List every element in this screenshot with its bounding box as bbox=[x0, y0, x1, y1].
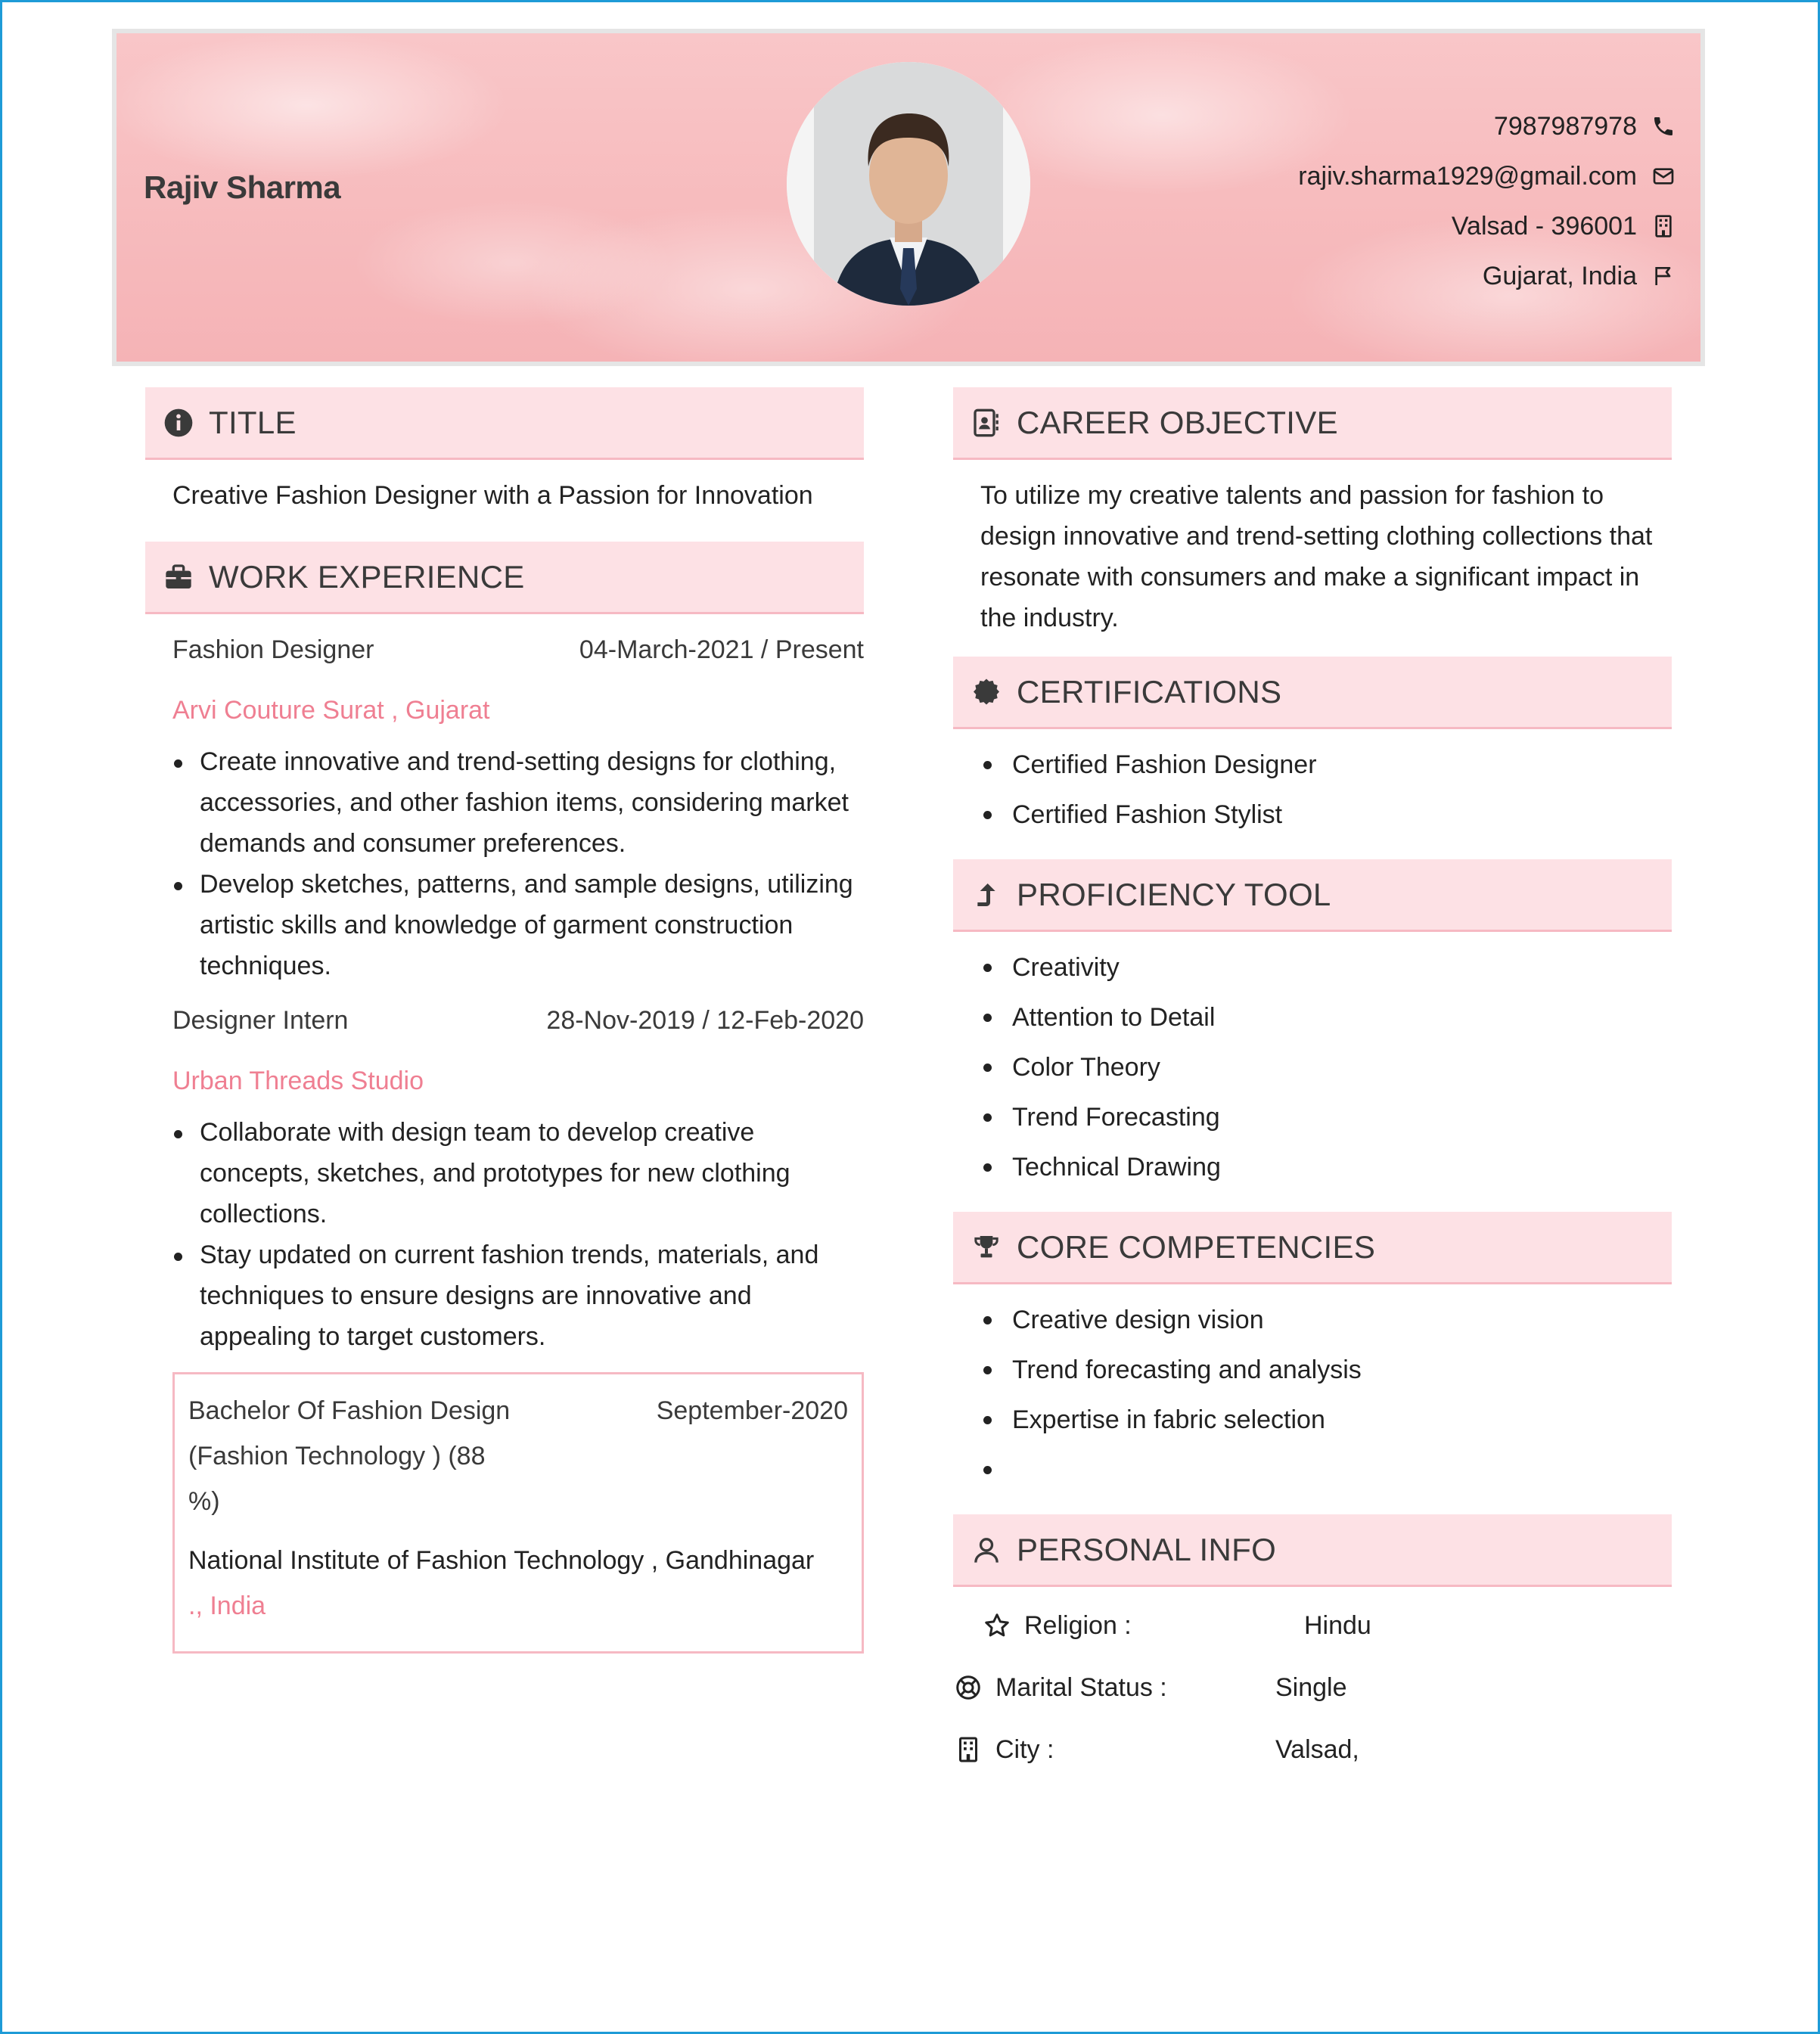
trophy-icon bbox=[970, 1231, 1003, 1264]
education-location: ., India bbox=[188, 1591, 266, 1620]
job-dates: 28-Nov-2019 / 12-Feb-2020 bbox=[546, 1005, 864, 1035]
objective-text: To utilize my creative talents and passion for fashion to design innovative and trend-setting clothing collections that resonate with consumers and make a significant impact in the industry. bbox=[980, 481, 1653, 632]
education-institute: National Institute of Fashion Technology , Gandhinagar bbox=[188, 1546, 815, 1575]
education-header bbox=[188, 1388, 848, 1524]
personal-value: Valsad, bbox=[1275, 1734, 1359, 1764]
list-item: Trend forecasting and analysis bbox=[980, 1345, 1672, 1395]
certifications-list bbox=[953, 740, 1672, 840]
contact-phone bbox=[1298, 101, 1678, 151]
profile-photo bbox=[787, 62, 1030, 306]
section-objective-label: CAREER OBJECTIVE bbox=[1017, 404, 1338, 440]
right-column bbox=[953, 387, 1672, 1781]
personal-row-city bbox=[953, 1719, 1672, 1781]
job-dates: 04-March-2021 / Present bbox=[579, 635, 864, 664]
building-icon bbox=[1649, 212, 1678, 241]
competencies-list bbox=[953, 1295, 1672, 1495]
building-icon bbox=[953, 1734, 983, 1765]
contact-region bbox=[1298, 251, 1678, 301]
contact-list bbox=[1298, 101, 1678, 301]
user-icon bbox=[970, 1533, 1003, 1567]
list-item: Develop sketches, patterns, and sample designs, utilizing artistic skills and knowledge of garment construction techniques. bbox=[172, 864, 864, 986]
job-bullets bbox=[145, 741, 864, 986]
job-role: Fashion Designer bbox=[172, 635, 374, 664]
lifebuoy-icon bbox=[953, 1672, 983, 1703]
list-item: Creative design vision bbox=[980, 1295, 1672, 1345]
list-item: Expertise in fabric selection bbox=[980, 1395, 1672, 1445]
list-item: Color Theory bbox=[980, 1042, 1672, 1092]
contact-card-icon bbox=[970, 406, 1003, 439]
section-title-header bbox=[145, 387, 864, 460]
info-circle-icon bbox=[162, 406, 195, 439]
list-item bbox=[980, 1445, 1672, 1495]
personal-label: City : bbox=[995, 1734, 1054, 1764]
job-entry bbox=[145, 1000, 864, 1357]
personal-info-list bbox=[953, 1595, 1672, 1781]
address-text: Valsad - 396001 bbox=[1451, 211, 1637, 241]
personal-row-religion bbox=[953, 1595, 1672, 1657]
section-proficiency-label: PROFICIENCY TOOL bbox=[1017, 876, 1331, 912]
personal-value: Single bbox=[1275, 1672, 1347, 1702]
certificate-badge-icon bbox=[970, 675, 1003, 709]
phone-text[interactable]: 7987987978 bbox=[1493, 111, 1637, 141]
section-personal-label: PERSONAL INFO bbox=[1017, 1531, 1277, 1567]
section-title-label: TITLE bbox=[209, 404, 297, 440]
phone-icon bbox=[1649, 112, 1678, 141]
job-company: Urban Threads Studio bbox=[172, 1066, 424, 1095]
resume-header bbox=[112, 29, 1705, 366]
briefcase-icon bbox=[162, 561, 195, 594]
section-work-header bbox=[145, 542, 864, 614]
job-header bbox=[145, 1000, 864, 1041]
section-competencies-header bbox=[953, 1212, 1672, 1284]
email-text[interactable]: rajiv.sharma1929@gmail.com bbox=[1298, 161, 1637, 191]
education-degree: Bachelor Of Fashion Design (Fashion Technology ) (88 %) bbox=[188, 1396, 511, 1516]
education-date: September-2020 bbox=[656, 1396, 848, 1425]
personal-label: Religion : bbox=[1024, 1610, 1132, 1640]
section-objective-header bbox=[953, 387, 1672, 460]
job-entry bbox=[145, 629, 864, 986]
personal-value: Hindu bbox=[1304, 1610, 1371, 1640]
envelope-icon bbox=[1649, 162, 1678, 191]
section-personal-header bbox=[953, 1514, 1672, 1587]
job-header bbox=[145, 629, 864, 670]
section-work-label: WORK EXPERIENCE bbox=[209, 558, 525, 595]
contact-address bbox=[1298, 201, 1678, 251]
level-up-arrow-icon bbox=[970, 878, 1003, 911]
job-role: Designer Intern bbox=[172, 1005, 349, 1035]
proficiency-list bbox=[953, 942, 1672, 1192]
section-proficiency-header bbox=[953, 859, 1672, 932]
flag-icon bbox=[1649, 262, 1678, 290]
job-bullets bbox=[145, 1112, 864, 1357]
list-item: Create innovative and trend-setting designs for clothing, accessories, and other fashion items, considering market demands and consumer preferences. bbox=[172, 741, 864, 864]
region-text: Gujarat, India bbox=[1482, 261, 1637, 290]
section-certifications-label: CERTIFICATIONS bbox=[1017, 673, 1282, 710]
list-item: Trend Forecasting bbox=[980, 1092, 1672, 1142]
list-item: Stay updated on current fashion trends, materials, and techniques to ensure designs are innovative and appealing to target customers. bbox=[172, 1234, 864, 1357]
job-company: Arvi Couture Surat , Gujarat bbox=[172, 695, 490, 725]
personal-label: Marital Status : bbox=[995, 1672, 1167, 1702]
education-box bbox=[172, 1372, 864, 1654]
list-item: Certified Fashion Designer bbox=[980, 740, 1672, 790]
list-item: Collaborate with design team to develop creative concepts, sketches, and prototypes for new clothing collections. bbox=[172, 1112, 864, 1234]
list-item: Creativity bbox=[980, 942, 1672, 992]
section-certifications-header bbox=[953, 657, 1672, 729]
contact-email bbox=[1298, 151, 1678, 201]
list-item: Technical Drawing bbox=[980, 1142, 1672, 1192]
section-competencies-label: CORE COMPETENCIES bbox=[1017, 1228, 1376, 1265]
personal-row-marital bbox=[953, 1657, 1672, 1719]
left-column bbox=[145, 387, 864, 1654]
star-icon bbox=[982, 1610, 1012, 1641]
title-text: Creative Fashion Designer with a Passion for Innovation bbox=[172, 481, 813, 510]
list-item: Attention to Detail bbox=[980, 992, 1672, 1042]
list-item: Certified Fashion Stylist bbox=[980, 790, 1672, 840]
candidate-name: Rajiv Sharma bbox=[144, 169, 341, 205]
